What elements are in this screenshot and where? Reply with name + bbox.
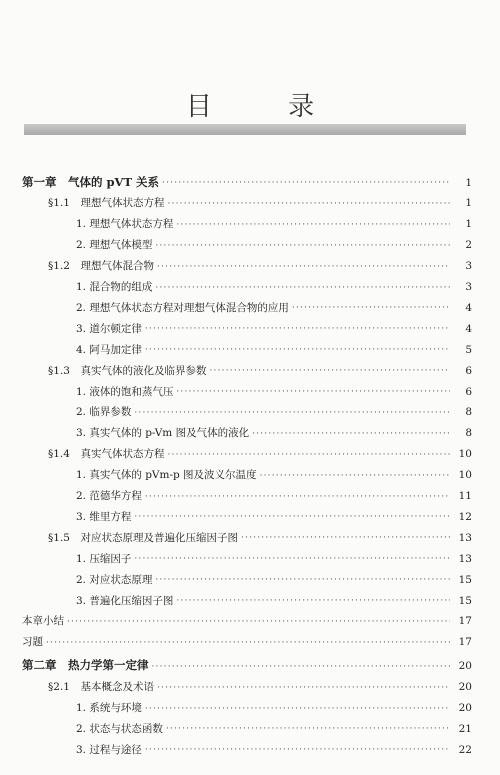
toc-entry <box>22 628 472 648</box>
toc-entry <box>76 735 472 755</box>
toc-entry-label: 第一章 气体的 pVT 关系 <box>22 174 160 189</box>
toc-entry <box>48 523 472 543</box>
toc-leader-dots <box>145 346 450 355</box>
toc-entry <box>76 377 472 397</box>
toc-leader-dots <box>145 325 450 334</box>
toc-entry <box>76 694 472 714</box>
toc-entry-label: 2. 对应状态原理 <box>76 573 153 586</box>
toc-entry <box>76 461 472 481</box>
toc-page-number: 6 <box>465 385 472 398</box>
toc-entry-label: 3. 道尔顿定律 <box>76 322 142 335</box>
toc-entry-label: 4. 阿马加定律 <box>76 343 142 356</box>
toc-leader-dots <box>152 663 451 672</box>
toc-page-number: 22 <box>458 743 472 756</box>
toc-entry <box>76 273 472 293</box>
toc-leader-dots <box>176 597 450 606</box>
toc-entry <box>22 168 472 188</box>
toc-entry <box>48 252 472 272</box>
toc-entry-label: 2. 临界参数 <box>76 406 132 419</box>
toc-entry-label: §2.1 基本概念及术语 <box>48 681 154 694</box>
toc-leader-dots <box>46 639 450 648</box>
toc-leader-dots <box>260 472 450 481</box>
toc-entry <box>76 586 472 606</box>
toc-leader-dots <box>157 263 450 272</box>
toc-entry-label: 2. 理想气体状态方程对理想气体混合物的应用 <box>76 301 289 314</box>
toc-entry-label: 1. 系统与环境 <box>76 702 142 714</box>
toc-page-number: 8 <box>465 427 472 440</box>
toc-entry <box>76 544 472 564</box>
toc-entry-label: 本章小结 <box>22 615 64 628</box>
toc-entry <box>76 210 472 230</box>
toc-leader-dots <box>67 618 450 627</box>
toc-page-number: 8 <box>465 406 472 419</box>
toc-entry <box>48 440 472 460</box>
toc-entry-label: §1.2 理想气体混合物 <box>48 260 154 273</box>
toc-entry <box>76 314 472 334</box>
toc-entry <box>76 398 472 418</box>
toc-entry-label: 习题 <box>22 636 43 649</box>
toc-page-number: 1 <box>465 176 472 189</box>
toc-entry-label: 2. 理想气体模型 <box>76 239 153 252</box>
toc-leader-dots <box>167 451 450 460</box>
toc-entry <box>76 419 472 439</box>
toc-page-number: 4 <box>465 322 472 335</box>
toc-entry <box>76 502 472 522</box>
toc-page-number: 20 <box>458 681 472 694</box>
toc-entry <box>22 652 472 672</box>
page-title: 目 录 <box>185 92 349 122</box>
toc-page-number: 20 <box>458 660 472 673</box>
toc-page-number: 15 <box>458 573 472 586</box>
toc-leader-dots <box>134 409 450 418</box>
toc-page-number: 17 <box>458 636 472 649</box>
toc-entry-label: 1. 混合物的组成 <box>76 281 153 293</box>
toc-entry-label: §1.4 真实气体状态方程 <box>48 448 165 461</box>
toc-page-number: 21 <box>458 722 472 735</box>
toc-page-number: 10 <box>458 469 472 482</box>
toc-entry <box>76 482 472 502</box>
toc-entry-label: 1. 理想气体状态方程 <box>76 218 174 231</box>
toc-leader-dots <box>134 513 450 522</box>
toc-entry-label: 第二章 热力学第一定律 <box>22 658 149 673</box>
toc-page-number: 1 <box>465 218 472 231</box>
toc-leader-dots <box>292 304 450 313</box>
toc-entry-label: §1.3 真实气体的液化及临界参数 <box>48 364 207 377</box>
toc-leader-dots <box>209 367 450 376</box>
toc-entry <box>76 565 472 585</box>
toc-leader-dots <box>134 555 450 564</box>
toc-entry-label: 3. 普遍化压缩因子图 <box>76 594 174 607</box>
toc-leader-dots <box>241 534 450 543</box>
toc-entry-label: 2. 状态与状态函数 <box>76 722 163 735</box>
title-rule <box>24 124 466 135</box>
toc-entry-label: 3. 真实气体的 p-Vm 图及气体的液化 <box>76 427 250 440</box>
toc-leader-dots <box>157 684 450 693</box>
toc-entry-label: 2. 范德华方程 <box>76 490 142 502</box>
toc-page-number: 5 <box>465 343 472 356</box>
toc-leader-dots <box>155 242 450 251</box>
toc-page-number: 3 <box>465 281 472 293</box>
toc-leader-dots <box>145 746 450 755</box>
toc-leader-dots <box>252 430 450 439</box>
toc-page-number: 13 <box>458 552 472 565</box>
toc-entry <box>48 356 472 376</box>
toc-entry-label: §1.5 对应状态原理及普遍化压缩因子图 <box>48 531 238 544</box>
toc-page-number: 15 <box>458 594 472 607</box>
toc-page-number: 6 <box>465 364 472 377</box>
toc-entry-label: 1. 压缩因子 <box>76 552 132 565</box>
toc-entry <box>76 293 472 313</box>
toc-leader-dots <box>162 179 450 188</box>
toc-page-number: 4 <box>465 301 472 314</box>
toc-entry-label: §1.1 理想气体状态方程 <box>48 197 165 210</box>
toc-leader-dots <box>166 725 450 734</box>
toc-page-number: 1 <box>465 197 472 210</box>
toc-leader-dots <box>155 576 450 585</box>
toc-entry <box>22 607 472 627</box>
toc-entry <box>48 189 472 209</box>
toc-entry-label: 3. 维里方程 <box>76 510 132 523</box>
toc-entry-label: 3. 过程与途径 <box>76 743 142 756</box>
toc-entry <box>76 335 472 355</box>
toc-page-number: 17 <box>458 615 472 628</box>
toc-entry <box>76 714 472 734</box>
toc-leader-dots <box>145 705 450 714</box>
toc-page-number: 20 <box>458 702 472 714</box>
toc-entry <box>76 231 472 251</box>
toc-leader-dots <box>155 284 450 293</box>
toc-leader-dots <box>176 388 450 397</box>
toc-page-number: 11 <box>458 490 472 502</box>
toc-page-number: 3 <box>465 260 472 273</box>
toc-leader-dots <box>145 493 450 502</box>
toc-page-number: 2 <box>465 239 472 252</box>
toc-leader-dots <box>176 221 450 230</box>
toc-leader-dots <box>167 200 450 209</box>
toc-page-number: 12 <box>458 510 472 523</box>
toc-entry-label: 1. 液体的饱和蒸气压 <box>76 385 174 398</box>
toc-entry-label: 1. 真实气体的 pVm-p 图及波义尔温度 <box>76 469 257 482</box>
toc-entry <box>48 673 472 693</box>
toc-page-number: 13 <box>458 531 472 544</box>
toc-page-number: 10 <box>458 448 472 461</box>
